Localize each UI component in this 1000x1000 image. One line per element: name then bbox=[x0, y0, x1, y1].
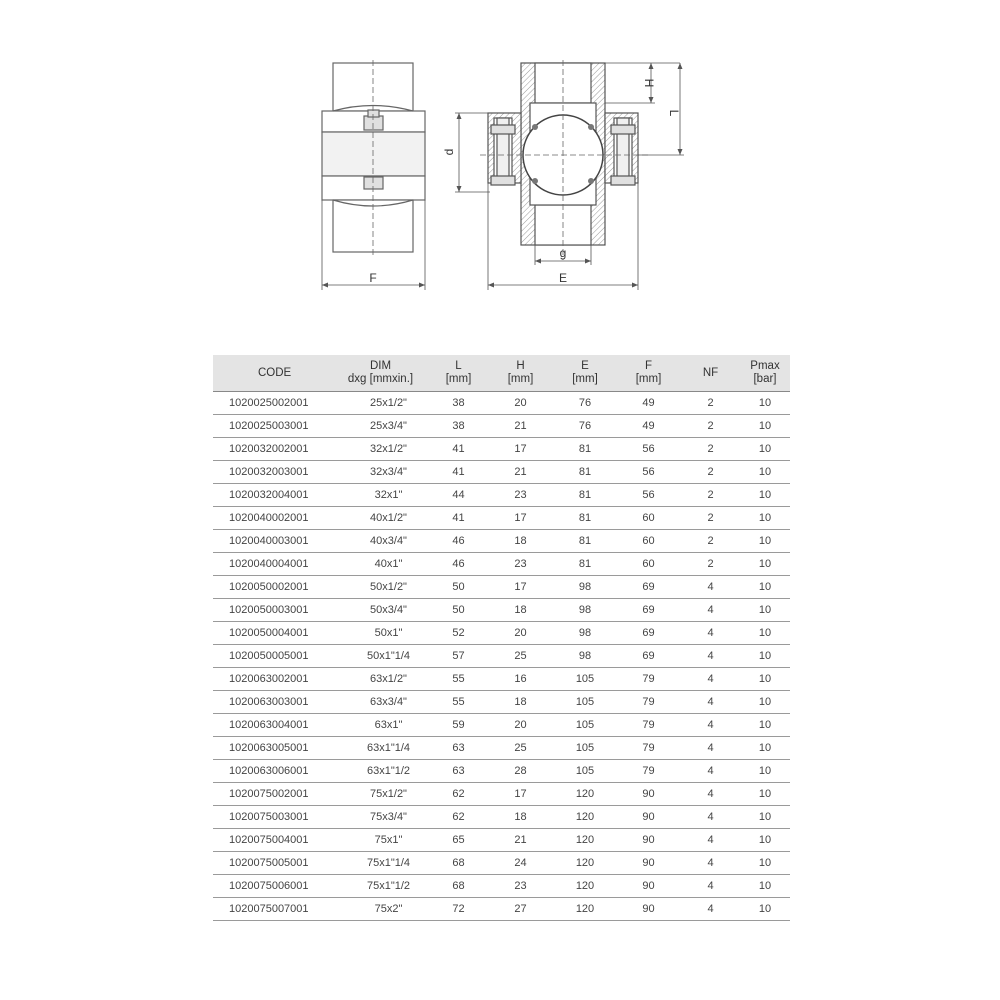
cell-dim: 32x3/4" bbox=[331, 461, 430, 484]
cell-h: 17 bbox=[487, 438, 554, 461]
cell-f: 90 bbox=[616, 783, 681, 806]
cell-e: 105 bbox=[554, 737, 616, 760]
cell-f: 69 bbox=[616, 622, 681, 645]
cell-h: 16 bbox=[487, 668, 554, 691]
cell-f: 90 bbox=[616, 806, 681, 829]
cell-code: 1020075002001 bbox=[213, 783, 331, 806]
cell-h: 17 bbox=[487, 507, 554, 530]
cell-f: 60 bbox=[616, 530, 681, 553]
cell-l: 59 bbox=[430, 714, 487, 737]
cell-f: 56 bbox=[616, 461, 681, 484]
table-row bbox=[213, 415, 790, 438]
cell-l: 62 bbox=[430, 783, 487, 806]
cell-nf: 2 bbox=[681, 461, 740, 484]
cell-dim: 75x1" bbox=[331, 829, 430, 852]
cell-e: 120 bbox=[554, 829, 616, 852]
table-row bbox=[213, 760, 790, 783]
table-row bbox=[213, 576, 790, 599]
cell-h: 17 bbox=[487, 576, 554, 599]
cell-l: 63 bbox=[430, 760, 487, 783]
cell-nf: 2 bbox=[681, 415, 740, 438]
cell-e: 76 bbox=[554, 392, 616, 415]
cell-l: 63 bbox=[430, 737, 487, 760]
cell-pmax: 10 bbox=[740, 392, 790, 415]
cell-e: 105 bbox=[554, 714, 616, 737]
cell-e: 81 bbox=[554, 484, 616, 507]
cell-f: 49 bbox=[616, 392, 681, 415]
cell-h: 21 bbox=[487, 415, 554, 438]
cell-code: 1020025003001 bbox=[213, 415, 331, 438]
cell-l: 41 bbox=[430, 461, 487, 484]
cell-dim: 75x1"1/4 bbox=[331, 852, 430, 875]
cell-l: 50 bbox=[430, 576, 487, 599]
table-row bbox=[213, 461, 790, 484]
cell-pmax: 10 bbox=[740, 415, 790, 438]
cell-code: 1020025002001 bbox=[213, 392, 331, 415]
cell-pmax: 10 bbox=[740, 668, 790, 691]
table-row bbox=[213, 783, 790, 806]
table-header-row bbox=[213, 355, 790, 392]
cell-pmax: 10 bbox=[740, 645, 790, 668]
cell-code: 1020075003001 bbox=[213, 806, 331, 829]
cell-pmax: 10 bbox=[740, 875, 790, 898]
cell-l: 68 bbox=[430, 852, 487, 875]
cell-code: 1020063005001 bbox=[213, 737, 331, 760]
cell-e: 81 bbox=[554, 438, 616, 461]
cell-e: 120 bbox=[554, 875, 616, 898]
table-body bbox=[213, 392, 790, 921]
cell-f: 90 bbox=[616, 875, 681, 898]
cell-f: 60 bbox=[616, 507, 681, 530]
cell-dim: 50x1"1/4 bbox=[331, 645, 430, 668]
cell-dim: 40x1" bbox=[331, 553, 430, 576]
cell-h: 20 bbox=[487, 392, 554, 415]
cell-e: 81 bbox=[554, 461, 616, 484]
cell-pmax: 10 bbox=[740, 829, 790, 852]
label-f: F bbox=[369, 271, 377, 285]
cell-l: 68 bbox=[430, 875, 487, 898]
cell-nf: 4 bbox=[681, 806, 740, 829]
cell-l: 44 bbox=[430, 484, 487, 507]
header-f: F [mm] bbox=[616, 355, 681, 392]
cell-l: 72 bbox=[430, 898, 487, 921]
cell-code: 1020063006001 bbox=[213, 760, 331, 783]
cell-code: 1020075007001 bbox=[213, 898, 331, 921]
cell-code: 1020032002001 bbox=[213, 438, 331, 461]
cell-pmax: 10 bbox=[740, 553, 790, 576]
cell-h: 21 bbox=[487, 829, 554, 852]
cell-dim: 50x1/2" bbox=[331, 576, 430, 599]
cell-e: 105 bbox=[554, 691, 616, 714]
cell-l: 50 bbox=[430, 599, 487, 622]
dimension-d bbox=[455, 113, 490, 192]
cell-l: 55 bbox=[430, 668, 487, 691]
cell-pmax: 10 bbox=[740, 576, 790, 599]
cell-nf: 4 bbox=[681, 599, 740, 622]
table-row bbox=[213, 737, 790, 760]
cell-code: 1020040003001 bbox=[213, 530, 331, 553]
cell-dim: 75x2" bbox=[331, 898, 430, 921]
cell-e: 105 bbox=[554, 760, 616, 783]
cell-h: 21 bbox=[487, 461, 554, 484]
cell-f: 79 bbox=[616, 668, 681, 691]
cell-code: 1020032003001 bbox=[213, 461, 331, 484]
cell-e: 98 bbox=[554, 576, 616, 599]
cell-nf: 4 bbox=[681, 898, 740, 921]
cell-h: 24 bbox=[487, 852, 554, 875]
header-l: L [mm] bbox=[430, 355, 487, 392]
cell-h: 28 bbox=[487, 760, 554, 783]
cell-h: 23 bbox=[487, 875, 554, 898]
cell-f: 79 bbox=[616, 760, 681, 783]
cell-nf: 2 bbox=[681, 392, 740, 415]
cell-dim: 32x1/2" bbox=[331, 438, 430, 461]
cell-code: 1020063003001 bbox=[213, 691, 331, 714]
cell-nf: 4 bbox=[681, 622, 740, 645]
cell-code: 1020032004001 bbox=[213, 484, 331, 507]
cell-l: 65 bbox=[430, 829, 487, 852]
cell-l: 38 bbox=[430, 415, 487, 438]
table-row bbox=[213, 484, 790, 507]
table-row bbox=[213, 852, 790, 875]
cell-code: 1020040002001 bbox=[213, 507, 331, 530]
cell-l: 38 bbox=[430, 392, 487, 415]
cell-code: 1020050005001 bbox=[213, 645, 331, 668]
cell-pmax: 10 bbox=[740, 484, 790, 507]
table-row bbox=[213, 530, 790, 553]
cell-e: 81 bbox=[554, 507, 616, 530]
cell-h: 25 bbox=[487, 645, 554, 668]
cell-nf: 2 bbox=[681, 507, 740, 530]
cell-nf: 2 bbox=[681, 553, 740, 576]
cell-code: 1020075005001 bbox=[213, 852, 331, 875]
cell-h: 18 bbox=[487, 599, 554, 622]
cell-e: 120 bbox=[554, 898, 616, 921]
cell-pmax: 10 bbox=[740, 898, 790, 921]
cell-f: 79 bbox=[616, 737, 681, 760]
cell-f: 69 bbox=[616, 645, 681, 668]
table-row bbox=[213, 553, 790, 576]
cell-nf: 2 bbox=[681, 438, 740, 461]
cell-dim: 25x1/2" bbox=[331, 392, 430, 415]
cell-dim: 75x3/4" bbox=[331, 806, 430, 829]
cell-f: 60 bbox=[616, 553, 681, 576]
cell-nf: 4 bbox=[681, 714, 740, 737]
cell-dim: 63x1"1/4 bbox=[331, 737, 430, 760]
cell-pmax: 10 bbox=[740, 760, 790, 783]
cell-nf: 4 bbox=[681, 576, 740, 599]
cell-e: 76 bbox=[554, 415, 616, 438]
cell-e: 105 bbox=[554, 668, 616, 691]
side-view bbox=[322, 60, 425, 256]
table-row bbox=[213, 438, 790, 461]
cell-e: 120 bbox=[554, 806, 616, 829]
cell-pmax: 10 bbox=[740, 852, 790, 875]
cell-h: 18 bbox=[487, 530, 554, 553]
cell-dim: 75x1"1/2 bbox=[331, 875, 430, 898]
label-h: H bbox=[642, 78, 656, 88]
cell-l: 41 bbox=[430, 438, 487, 461]
table-row bbox=[213, 875, 790, 898]
cell-nf: 4 bbox=[681, 852, 740, 875]
cell-pmax: 10 bbox=[740, 530, 790, 553]
table-row bbox=[213, 622, 790, 645]
table-row bbox=[213, 714, 790, 737]
cell-h: 18 bbox=[487, 691, 554, 714]
cell-pmax: 10 bbox=[740, 599, 790, 622]
table-row bbox=[213, 898, 790, 921]
cell-dim: 63x1"1/2 bbox=[331, 760, 430, 783]
technical-drawing bbox=[300, 55, 700, 300]
cell-code: 1020050003001 bbox=[213, 599, 331, 622]
cell-f: 69 bbox=[616, 599, 681, 622]
cell-e: 120 bbox=[554, 852, 616, 875]
cell-dim: 40x3/4" bbox=[331, 530, 430, 553]
header-code: CODE bbox=[213, 355, 331, 392]
header-dim: DIM dxg [mmxin.] bbox=[331, 355, 430, 392]
section-view bbox=[480, 60, 650, 260]
cell-pmax: 10 bbox=[740, 806, 790, 829]
cell-nf: 4 bbox=[681, 829, 740, 852]
table-row bbox=[213, 392, 790, 415]
cell-nf: 4 bbox=[681, 645, 740, 668]
cell-l: 62 bbox=[430, 806, 487, 829]
cell-dim: 50x1" bbox=[331, 622, 430, 645]
cell-h: 23 bbox=[487, 484, 554, 507]
cell-f: 79 bbox=[616, 691, 681, 714]
cell-l: 46 bbox=[430, 530, 487, 553]
header-h: H [mm] bbox=[487, 355, 554, 392]
cell-nf: 2 bbox=[681, 484, 740, 507]
cell-nf: 2 bbox=[681, 530, 740, 553]
cell-e: 98 bbox=[554, 622, 616, 645]
table-row bbox=[213, 806, 790, 829]
cell-f: 56 bbox=[616, 484, 681, 507]
table-row bbox=[213, 599, 790, 622]
cell-f: 90 bbox=[616, 898, 681, 921]
cell-l: 57 bbox=[430, 645, 487, 668]
cell-code: 1020063004001 bbox=[213, 714, 331, 737]
cell-e: 81 bbox=[554, 553, 616, 576]
cell-code: 1020050004001 bbox=[213, 622, 331, 645]
cell-code: 1020075006001 bbox=[213, 875, 331, 898]
cell-l: 41 bbox=[430, 507, 487, 530]
table-row bbox=[213, 507, 790, 530]
cell-e: 81 bbox=[554, 530, 616, 553]
cell-dim: 75x1/2" bbox=[331, 783, 430, 806]
cell-nf: 4 bbox=[681, 737, 740, 760]
cell-dim: 32x1" bbox=[331, 484, 430, 507]
label-d: d bbox=[442, 148, 456, 156]
cell-h: 20 bbox=[487, 622, 554, 645]
cell-e: 98 bbox=[554, 599, 616, 622]
cell-pmax: 10 bbox=[740, 507, 790, 530]
header-nf: NF bbox=[681, 355, 740, 392]
cell-h: 25 bbox=[487, 737, 554, 760]
specification-table bbox=[213, 355, 790, 921]
cell-dim: 50x3/4" bbox=[331, 599, 430, 622]
cell-dim: 40x1/2" bbox=[331, 507, 430, 530]
label-e: E bbox=[558, 271, 568, 285]
cell-l: 46 bbox=[430, 553, 487, 576]
header-pmax: Pmax [bar] bbox=[740, 355, 790, 392]
cell-dim: 63x1/2" bbox=[331, 668, 430, 691]
cell-f: 90 bbox=[616, 829, 681, 852]
cell-f: 90 bbox=[616, 852, 681, 875]
cell-pmax: 10 bbox=[740, 622, 790, 645]
cell-code: 1020040004001 bbox=[213, 553, 331, 576]
cell-pmax: 10 bbox=[740, 438, 790, 461]
header-e: E [mm] bbox=[554, 355, 616, 392]
cell-dim: 63x1" bbox=[331, 714, 430, 737]
cell-f: 56 bbox=[616, 438, 681, 461]
cell-e: 98 bbox=[554, 645, 616, 668]
cell-l: 55 bbox=[430, 691, 487, 714]
cell-nf: 4 bbox=[681, 760, 740, 783]
cell-pmax: 10 bbox=[740, 691, 790, 714]
cell-f: 49 bbox=[616, 415, 681, 438]
cell-nf: 4 bbox=[681, 668, 740, 691]
cell-h: 20 bbox=[487, 714, 554, 737]
label-l: L bbox=[667, 109, 681, 117]
cell-code: 1020075004001 bbox=[213, 829, 331, 852]
table-row bbox=[213, 691, 790, 714]
cell-f: 79 bbox=[616, 714, 681, 737]
cell-nf: 4 bbox=[681, 875, 740, 898]
cell-dim: 63x3/4" bbox=[331, 691, 430, 714]
cell-h: 27 bbox=[487, 898, 554, 921]
table-row bbox=[213, 645, 790, 668]
table-row bbox=[213, 668, 790, 691]
cell-code: 1020063002001 bbox=[213, 668, 331, 691]
cell-h: 23 bbox=[487, 553, 554, 576]
cell-pmax: 10 bbox=[740, 461, 790, 484]
cell-h: 18 bbox=[487, 806, 554, 829]
cell-pmax: 10 bbox=[740, 783, 790, 806]
cell-l: 52 bbox=[430, 622, 487, 645]
cell-e: 120 bbox=[554, 783, 616, 806]
cell-code: 1020050002001 bbox=[213, 576, 331, 599]
cell-nf: 4 bbox=[681, 691, 740, 714]
label-g: g bbox=[559, 246, 567, 260]
cell-h: 17 bbox=[487, 783, 554, 806]
cell-pmax: 10 bbox=[740, 737, 790, 760]
cell-dim: 25x3/4" bbox=[331, 415, 430, 438]
table-row bbox=[213, 829, 790, 852]
cell-f: 69 bbox=[616, 576, 681, 599]
cell-nf: 4 bbox=[681, 783, 740, 806]
cell-pmax: 10 bbox=[740, 714, 790, 737]
